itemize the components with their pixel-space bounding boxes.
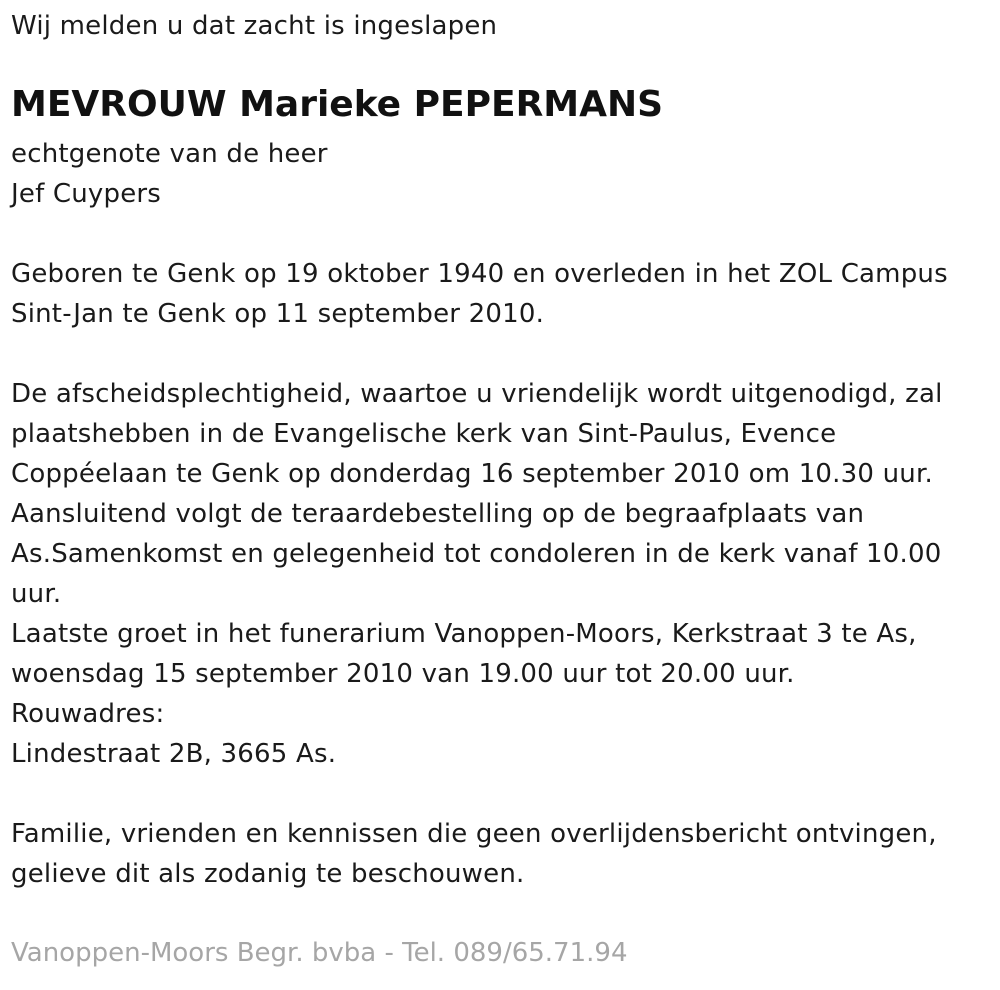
birth-death-line: Sint-Jan te Genk op 11 september 2010. [11,299,545,329]
mourning-address: Lindestraat 2B, 3665 As. [11,739,337,769]
ceremony-line: Aansluitend volgt de teraardebestelling op de begraafplaats van [11,499,865,529]
closing-block [11,814,937,894]
ceremony-block [11,374,943,774]
farewell-line: Laatste groet in het funerarium Vanoppen-Moors, Kerkstraat 3 te As, [11,619,917,649]
ceremony-line: uur. [11,579,62,609]
deceased-name: MEVROUW Marieke PEPERMANS [11,84,664,125]
ceremony-line: Coppéelaan te Genk op donderdag 16 september 2010 om 10.30 uur. [11,459,933,489]
ceremony-line: As.Samenkomst en gelegenheid tot condoleren in de kerk vanaf 10.00 [11,539,942,569]
closing-line: Familie, vrienden en kennissen die geen overlijdensbericht ontvingen, [11,819,937,849]
funeral-home-footer: Vanoppen-Moors Begr. bvba - Tel. 089/65.71.94 [11,938,628,968]
closing-line: gelieve dit als zodanig te beschouwen. [11,859,525,889]
ceremony-line: De afscheidsplechtigheid, waartoe u vriendelijk wordt uitgenodigd, zal [11,379,943,409]
farewell-line: woensdag 15 september 2010 van 19.00 uur tot 20.00 uur. [11,659,795,689]
spouse-line: echtgenote van de heer [11,139,328,169]
spouse-line: Jef Cuypers [11,179,162,209]
birth-death-block [11,254,948,334]
spouse-block [11,134,328,214]
birth-death-line: Geboren te Genk op 19 oktober 1940 en overleden in het ZOL Campus [11,259,948,289]
intro-text: Wij melden u dat zacht is ingeslapen [11,11,498,41]
mourning-address-label: Rouwadres: [11,699,165,729]
ceremony-line: plaatshebben in de Evangelische kerk van Sint-Paulus, Evence [11,419,837,449]
